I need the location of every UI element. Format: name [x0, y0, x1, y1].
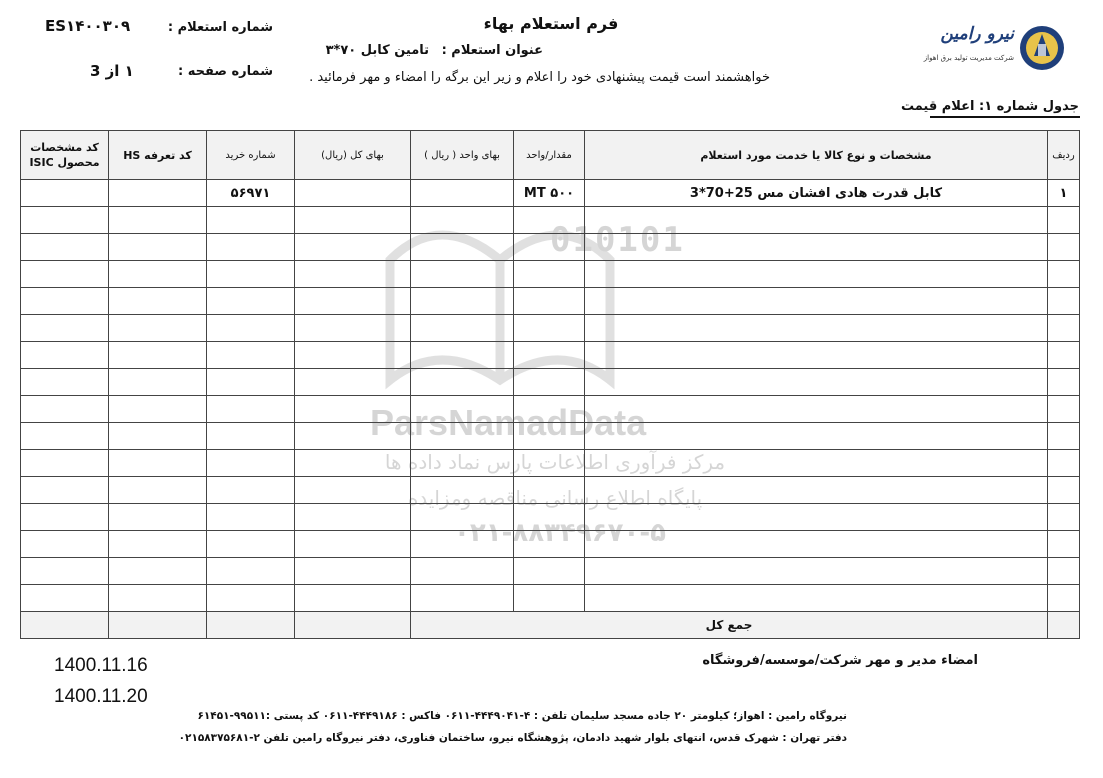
row-isic-code[interactable]: [21, 504, 109, 531]
row-purchase-no: [207, 504, 295, 531]
row-purchase-no: [207, 423, 295, 450]
row-total-price[interactable]: [295, 585, 411, 612]
logo-caption: شرکت مدیریت تولید برق اهواز: [923, 54, 1014, 62]
row-quantity: [514, 396, 585, 423]
row-description: کابل قدرت هادی افشان مس 25+70*3: [585, 180, 1048, 207]
row-purchase-no: [207, 261, 295, 288]
row-quantity: [514, 585, 585, 612]
row-index: [1048, 288, 1080, 315]
row-description: [585, 315, 1048, 342]
table-row: [21, 531, 1080, 558]
row-purchase-no: [207, 531, 295, 558]
row-quantity: [514, 531, 585, 558]
logo-name: نیرو رامین: [940, 24, 1014, 44]
row-isic-code[interactable]: [21, 396, 109, 423]
row-purchase-no: [207, 342, 295, 369]
row-description: [585, 477, 1048, 504]
col-unit-price: بهای واحد ( ریال ): [411, 131, 514, 180]
row-unit-price[interactable]: [411, 261, 514, 288]
total-spacer: [1048, 612, 1080, 639]
watermark-digits: 010101: [550, 220, 685, 260]
row-total-price[interactable]: [295, 180, 411, 207]
request-text: خواهشمند است قیمت پیشنهادی خود را اعلام و زیر این برگه را امضاء و مهر فرمائید .: [309, 70, 770, 85]
row-quantity: ۵۰۰ MT: [514, 180, 585, 207]
page-number-label: شماره صفحه :: [178, 64, 273, 79]
row-total-price[interactable]: [295, 288, 411, 315]
row-index: [1048, 423, 1080, 450]
row-total-price[interactable]: [295, 342, 411, 369]
row-quantity: [514, 558, 585, 585]
row-total-price[interactable]: [295, 369, 411, 396]
row-total-price[interactable]: [295, 315, 411, 342]
table-row: [21, 396, 1080, 423]
watermark-line1: مرکز فرآوری اطلاعات پارس نماد داده ها: [384, 450, 726, 474]
row-hs-code[interactable]: [109, 234, 207, 261]
page-number: ۱ از 3: [90, 62, 134, 80]
inquiry-subject: [326, 43, 543, 58]
col-purchase-no: شماره خرید: [207, 131, 295, 180]
row-quantity: [514, 477, 585, 504]
col-description: مشخصات و نوع کالا یا خدمت مورد استعلام: [585, 131, 1048, 180]
row-description: [585, 288, 1048, 315]
row-unit-price[interactable]: [411, 369, 514, 396]
row-description: [585, 396, 1048, 423]
row-quantity: [514, 342, 585, 369]
row-isic-code[interactable]: [21, 261, 109, 288]
row-description: [585, 423, 1048, 450]
row-unit-price[interactable]: [411, 423, 514, 450]
form-title: فرم استعلام بهاء: [483, 14, 619, 33]
row-isic-code[interactable]: [21, 423, 109, 450]
subject-value: تامین کابل ۷۰*۳: [325, 43, 430, 58]
row-index: [1048, 450, 1080, 477]
row-purchase-no: [207, 288, 295, 315]
row-description: [585, 207, 1048, 234]
row-description: [585, 585, 1048, 612]
table-title: جدول شماره ۱: اعلام قیمت: [900, 99, 1079, 114]
row-isic-code[interactable]: [21, 234, 109, 261]
row-total-price[interactable]: [295, 207, 411, 234]
table-row: [21, 369, 1080, 396]
row-quantity: [514, 450, 585, 477]
row-isic-code[interactable]: [21, 315, 109, 342]
date-stamp-1: 1400.11.16: [54, 655, 148, 676]
inquiry-number: ES۱۴۰۰۳۰۹: [45, 17, 131, 35]
row-hs-code[interactable]: [109, 315, 207, 342]
table-row: [21, 558, 1080, 585]
row-hs-code[interactable]: [109, 558, 207, 585]
row-total-price[interactable]: [295, 234, 411, 261]
row-quantity: [514, 288, 585, 315]
row-isic-code[interactable]: [21, 585, 109, 612]
row-total-price[interactable]: [295, 477, 411, 504]
row-quantity: [514, 369, 585, 396]
watermark-phone: ۰۲۱-۸۸۳۴۹۶۷۰-۵: [453, 518, 666, 548]
row-hs-code[interactable]: [109, 504, 207, 531]
total-label: جمع کل: [411, 612, 1048, 639]
col-hs-code: کد تعرفه HS: [109, 131, 207, 180]
row-unit-price[interactable]: [411, 180, 514, 207]
row-purchase-no: [207, 396, 295, 423]
row-description: [585, 342, 1048, 369]
row-index: [1048, 315, 1080, 342]
row-description: [585, 504, 1048, 531]
row-unit-price[interactable]: [411, 531, 514, 558]
table-row: [21, 315, 1080, 342]
table-row: [21, 477, 1080, 504]
row-total-price[interactable]: [295, 558, 411, 585]
row-quantity: [514, 423, 585, 450]
col-total-price: بهای کل (ریال): [295, 131, 411, 180]
table-row: [21, 261, 1080, 288]
table-row: [21, 423, 1080, 450]
row-index: [1048, 234, 1080, 261]
row-isic-code[interactable]: [21, 558, 109, 585]
row-unit-price[interactable]: [411, 315, 514, 342]
row-isic-code[interactable]: [21, 342, 109, 369]
table-row: [21, 288, 1080, 315]
row-description: [585, 261, 1048, 288]
row-purchase-no: [207, 234, 295, 261]
title-underline: [930, 116, 1080, 118]
table-row: [21, 585, 1080, 612]
row-purchase-no: [207, 207, 295, 234]
row-description: [585, 234, 1048, 261]
row-hs-code[interactable]: [109, 342, 207, 369]
row-unit-price[interactable]: [411, 477, 514, 504]
row-index: [1048, 558, 1080, 585]
table-row: [21, 504, 1080, 531]
row-hs-code[interactable]: [109, 450, 207, 477]
row-purchase-no: ۵۶۹۷۱: [207, 180, 295, 207]
row-hs-code[interactable]: [109, 369, 207, 396]
row-total-price[interactable]: [295, 504, 411, 531]
table-row: [21, 450, 1080, 477]
row-unit-price[interactable]: [411, 558, 514, 585]
row-isic-code[interactable]: [21, 531, 109, 558]
table-row: [21, 234, 1080, 261]
row-isic-code[interactable]: [21, 369, 109, 396]
row-purchase-no: [207, 450, 295, 477]
row-total-price[interactable]: [295, 531, 411, 558]
table-header-row: [21, 131, 1080, 180]
row-purchase-no: [207, 315, 295, 342]
row-unit-price[interactable]: [411, 342, 514, 369]
row-isic-code[interactable]: [21, 288, 109, 315]
watermark-brand: ParsNamadData: [370, 402, 647, 443]
date-stamp-2: 1400.11.20: [54, 686, 148, 707]
price-table: [20, 130, 1080, 639]
table-row: [21, 342, 1080, 369]
row-hs-code[interactable]: [109, 477, 207, 504]
row-index: [1048, 504, 1080, 531]
address-ahvaz: نیروگاه رامین : اهواز؛ کیلومتر ۲۰ جاده مسجد سلیمان تلفن : ۴-۴۴۴۹۰۴۱-۰۶۱۱ فاکس : ۴۴۴۹۱۸۶-۰۶۱۱ کد پستی :۹۹۵۱۱-۶۱۴۵۱: [197, 710, 847, 722]
table-row: [21, 180, 1080, 207]
row-isic-code[interactable]: [21, 207, 109, 234]
row-unit-price[interactable]: [411, 207, 514, 234]
row-total-price[interactable]: [295, 450, 411, 477]
watermark-line2: پایگاه اطلاع رسانی مناقصه ومزایده: [407, 486, 703, 510]
row-quantity: [514, 207, 585, 234]
row-index: ۱: [1048, 180, 1080, 207]
row-unit-price[interactable]: [411, 288, 514, 315]
total-empty: [21, 612, 109, 639]
row-index: [1048, 477, 1080, 504]
total-row: [21, 612, 1080, 639]
row-purchase-no: [207, 585, 295, 612]
row-quantity: [514, 261, 585, 288]
row-unit-price[interactable]: [411, 234, 514, 261]
row-quantity: [514, 315, 585, 342]
total-value[interactable]: [295, 612, 411, 639]
row-hs-code[interactable]: [109, 261, 207, 288]
row-purchase-no: [207, 369, 295, 396]
row-hs-code[interactable]: [109, 207, 207, 234]
row-index: [1048, 585, 1080, 612]
address-tehran: دفتر تهران : شهرک قدس، انتهای بلوار شهید دادمان، پژوهشگاه نیرو، ساختمان فناوری، دفتر نیروگاه رامین تلفن ۲-۰۲۱۵۸۳۷۵۶۸۱: [178, 732, 847, 744]
col-isic-code: کد مشخصات محصول ISIC: [21, 131, 109, 180]
col-quantity: مقدار/واحد: [514, 131, 585, 180]
row-hs-code[interactable]: [109, 288, 207, 315]
signature-label: امضاء مدیر و مهر شرکت/موسسه/فروشگاه: [702, 653, 978, 668]
row-isic-code[interactable]: [21, 450, 109, 477]
row-index: [1048, 342, 1080, 369]
row-hs-code[interactable]: [109, 423, 207, 450]
row-hs-code[interactable]: [109, 585, 207, 612]
row-hs-code[interactable]: [109, 531, 207, 558]
row-hs-code[interactable]: [109, 180, 207, 207]
row-isic-code[interactable]: [21, 180, 109, 207]
row-total-price[interactable]: [295, 396, 411, 423]
row-unit-price[interactable]: [411, 396, 514, 423]
col-index: ردیف: [1048, 131, 1080, 180]
row-total-price[interactable]: [295, 261, 411, 288]
row-isic-code[interactable]: [21, 477, 109, 504]
row-unit-price[interactable]: [411, 585, 514, 612]
row-description: [585, 450, 1048, 477]
row-quantity: [514, 504, 585, 531]
inquiry-number-label: شماره استعلام :: [167, 20, 273, 35]
row-unit-price[interactable]: [411, 504, 514, 531]
row-index: [1048, 369, 1080, 396]
table-row: [21, 207, 1080, 234]
row-description: [585, 369, 1048, 396]
total-empty: [109, 612, 207, 639]
row-index: [1048, 396, 1080, 423]
row-purchase-no: [207, 558, 295, 585]
row-index: [1048, 531, 1080, 558]
row-unit-price[interactable]: [411, 450, 514, 477]
row-index: [1048, 261, 1080, 288]
row-index: [1048, 207, 1080, 234]
row-description: [585, 558, 1048, 585]
row-description: [585, 531, 1048, 558]
row-purchase-no: [207, 477, 295, 504]
row-hs-code[interactable]: [109, 396, 207, 423]
subject-label: عنوان استعلام :: [441, 43, 543, 58]
company-logo: [912, 20, 1072, 80]
total-empty: [207, 612, 295, 639]
row-quantity: [514, 234, 585, 261]
row-total-price[interactable]: [295, 423, 411, 450]
